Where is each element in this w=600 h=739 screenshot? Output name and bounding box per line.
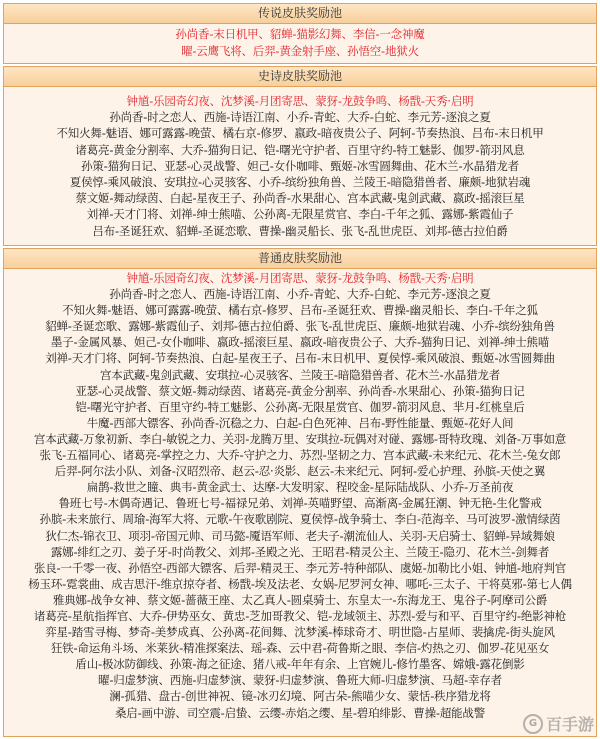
legend-pool-line: 曜-云鹰飞将、后羿-黄金射手座、孙悟空-地狱火 bbox=[181, 44, 419, 58]
normal-pool-title: 普通皮肤奖励池 bbox=[4, 249, 596, 269]
normal-pool-line: 狄仁杰-锦衣卫、项羽-帝国元帅、司马懿-魇语军师、老夫子-潮流仙人、关羽-天启骑士、貂蝉-异域舞娘 bbox=[45, 528, 555, 543]
normal-pool-line: 诸葛亮-星航指挥官、大乔-伊势巫女、黄忠-芝加哥教父、铠-龙域领主、苏烈-爱与和平、百里守约-绝影神枪 bbox=[33, 608, 567, 623]
normal-pool-line: 墨子-金属风暴、妲己-女仆咖啡、嬴政-摇滚巨星、嬴政-暗夜贵公子、大乔-猫狗日记、刘禅-绅士熊喵 bbox=[50, 335, 550, 350]
epic-pool-line: 刘禅-天才门将、刘禅-绅士熊喵、公孙离-无限星赏官、李白-千年之狐、露娜-紫霞仙子 bbox=[86, 207, 514, 222]
normal-pool-line: 牛魔-西部大镖客、孙尚香-沉稳之力、白起-白色死神、吕布-野性能量、甄姬-花好人间 bbox=[86, 415, 514, 430]
normal-pool-line: 澜-孤猎、盘古-创世神祝、镜-冰刃幻境、阿古朵-熊喵少女、蒙恬-秩序猎龙将 bbox=[109, 689, 491, 704]
normal-pool-line: 铠-曙光守护者、百里守约-特工魅影、公孙离-无限星赏官、伽罗-箭羽风息、芈月-红桃皇后 bbox=[75, 399, 525, 414]
legend-pool-title: 传说皮肤奖励池 bbox=[4, 4, 596, 24]
epic-pool-line: 孙尚香-时之恋人、西施-诗语江南、小乔-青蛇、大乔-白蛇、李元芳-逐浪之夏 bbox=[109, 110, 491, 125]
epic-skin-pool bbox=[3, 66, 597, 246]
normal-pool-line: 弈星-踏雪寻梅、梦奇-美梦成真、公孙离-花间舞、沈梦溪-棒球奇才、明世隐-占星师、裴擒虎-街头旋风 bbox=[45, 625, 555, 640]
normal-pool-line: 孙尚香-时之恋人、西施-诗语江南、小乔-青蛇、大乔-白蛇、李元芳-逐浪之夏 bbox=[109, 287, 491, 302]
normal-pool-line: 盾山-极冰防御线、孙策-海之征途、猪八戒-年年有余、上官婉儿-修竹墨客、嫦娥-露花倒影 bbox=[75, 657, 525, 672]
epic-pool-line: 诸葛亮-黄金分割率、大乔-猫狗日记、铠-曙光守护者、百里守约-特工魅影、伽罗-箭羽风息 bbox=[75, 142, 525, 157]
normal-pool-line: 刘禅-天才门将、阿轲-节奏热浪、白起-星夜王子、吕布-末日机甲、夏侯惇-乘风破浪、甄姬-冰雪圆舞曲 bbox=[45, 351, 555, 366]
epic-pool-line: 蔡文姬-舞动绿茵、白起-星夜王子、孙尚香-水果甜心、宫本武藏-鬼剑武藏、嬴政-摇滚巨星 bbox=[75, 191, 525, 206]
watermark-icon: G bbox=[523, 714, 543, 734]
normal-pool-line: 张良-一千零一夜、孙悟空-西部大镖客、后羿-精灵王、李元芳-特种部队、虞姬-加勒比小姐、钟馗-地府判官 bbox=[33, 560, 567, 575]
epic-pool-line: 孙策-猫狗日记、亚瑟-心灵战警、妲己-女仆咖啡、甄姬-冰雪圆舞曲、花木兰-水晶猎龙者 bbox=[81, 158, 519, 173]
legend-pool-list bbox=[4, 24, 596, 60]
normal-pool-line: 狂铁-命运角斗场、米莱狄-精准探案法、瑶-森、云中君-荷鲁斯之眼、李信-灼热之刃、伽罗-花见巫女 bbox=[50, 641, 550, 656]
normal-skin-pool bbox=[3, 248, 597, 737]
watermark-text: 百手游 bbox=[545, 715, 594, 734]
legend-pool-line: 孙尚香-末日机甲、貂蝉-猫影幻舞、李信-一念神魔 bbox=[175, 27, 425, 41]
normal-pool-line: 钟馗-乐园奇幻夜、沈梦溪-月团寄思、蒙犽-龙鼓争鸣、杨戬-天秀·启明 bbox=[126, 271, 474, 285]
legend-skin-pool bbox=[3, 3, 597, 64]
normal-pool-line: 杨玉环-霓裳曲、成吉思汗-维京掠夺者、杨戬-埃及法老、女娲-尼罗河女神、哪吒-三太子、干将莫邪-第七人偶 bbox=[28, 576, 572, 591]
epic-pool-line: 夏侯惇-乘风破浪、安琪拉-心灵骇客、小乔-缤纷独角兽、兰陵王-暗隐猎兽者、廉颇-地狱岩魂 bbox=[69, 175, 531, 190]
epic-pool-line: 不知火舞-魅语、娜可露露-晚萤、橘右京-修罗、嬴政-暗夜贵公子、阿轲-节奏热浪、吕布-末日机甲 bbox=[56, 126, 544, 141]
normal-pool-line: 鲁班七号-木偶奇遇记、鲁班七号-福禄兄弟、刘禅-英喵野望、高渐离-金属狂潮、钟无艳-生化警戒 bbox=[58, 496, 542, 511]
epic-pool-line: 钟馗-乐园奇幻夜、沈梦溪-月团寄思、蒙犽-龙鼓争鸣、杨戬-天秀·启明 bbox=[126, 94, 474, 108]
normal-pool-line: 桑启-画中游、司空震-启蛰、云缨-赤焰之缨、星-碧珀绯影、曹操-超能战警 bbox=[114, 705, 486, 720]
watermark-logo bbox=[523, 712, 594, 735]
normal-pool-line: 亚瑟-心灵战警、蔡文姬-舞动绿茵、诸葛亮-黄金分割率、孙尚香-水果甜心、孙策-猫狗日记 bbox=[75, 383, 525, 398]
epic-pool-list bbox=[4, 87, 596, 239]
normal-pool-line: 宫本武藏-鬼剑武藏、安琪拉-心灵骇客、兰陵王-暗隐猎兽者、花木兰-水晶猎龙者 bbox=[100, 367, 500, 382]
normal-pool-line: 雅典娜-战争女神、蔡文姬-蔷薇王座、太乙真人-圆桌骑士、东皇太一-东海龙王、鬼谷子-阿摩司公爵 bbox=[52, 592, 548, 607]
normal-pool-line: 张飞-五福同心、诸葛亮-掌控之力、大乔-守护之力、苏烈-坚韧之力、宫本武藏-未来纪元、花木兰-兔女郎 bbox=[39, 448, 561, 463]
normal-pool-line: 孙膑-未来旅行、周瑜-海军大将、元歌-午夜歌剧院、夏侯惇-战争骑士、李白-范海辛、马可波罗-激情绿茵 bbox=[39, 512, 561, 527]
epic-pool-title: 史诗皮肤奖励池 bbox=[4, 67, 596, 87]
normal-pool-line: 貂蝉-圣诞恋歌、露娜-紫霞仙子、刘邦-德古拉伯爵、张飞-乱世虎臣、廉颇-地狱岩魂、小乔-缤纷独角兽 bbox=[45, 319, 555, 334]
normal-pool-line: 后羿-阿尔法小队、刘备-汉昭烈帝、赵云-忍·炎影、赵云-未来纪元、阿轲-爱心护理、孙膑-天使之翼 bbox=[54, 464, 546, 479]
normal-pool-line: 扁鹊-救世之瞳、典韦-黄金武士、达摩-大发明家、程咬金-星际陆战队、小乔-万圣前夜 bbox=[86, 480, 514, 495]
normal-pool-line: 曜-归虚梦演、西施-归虚梦演、蒙犽-归虚梦演、鲁班大师-归虚梦演、马超-幸存者 bbox=[98, 673, 502, 688]
normal-pool-line: 不知火舞-魅语、娜可露露-晚萤、橘右京-修罗、吕布-圣诞狂欢、曹操-幽灵船长、李白-千年之狐 bbox=[62, 303, 538, 318]
normal-pool-list bbox=[4, 269, 596, 721]
epic-pool-line: 吕布-圣诞狂欢、貂蝉-圣诞恋歌、曹操-幽灵船长、张飞-乱世虎臣、刘邦-德古拉伯爵 bbox=[92, 223, 508, 238]
normal-pool-line: 露娜-绯红之刃、姜子牙-时尚教父、刘邦-圣殿之光、王昭君-精灵公主、兰陵王-隐刃、花木兰-剑舞者 bbox=[50, 544, 550, 559]
normal-pool-line: 宫本武藏-万象初新、李白-敏锐之力、关羽-龙腾万里、安琪拉-玩偶对对碰、露娜-哥特玫瑰、刘备-万事如意 bbox=[33, 431, 567, 446]
